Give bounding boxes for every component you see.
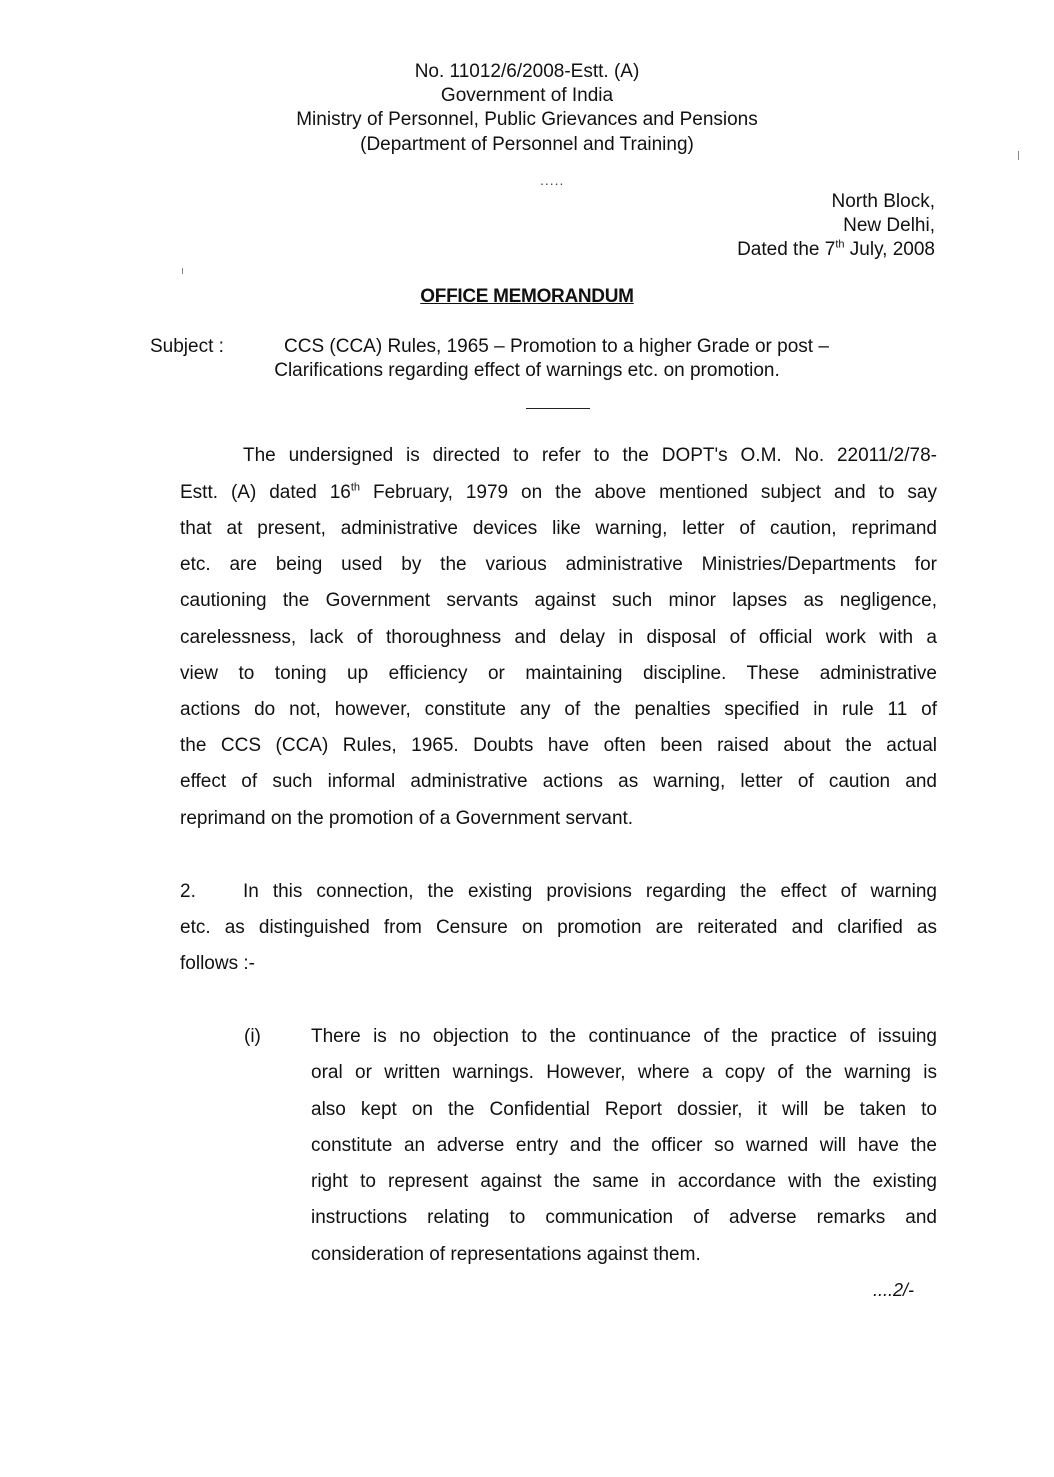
para1-line: cautioning the Government servants against such minor lapses as negligence,	[180, 590, 937, 611]
para1-line: reprimand on the promotion of a Government servant.	[180, 808, 634, 829]
para1-line: the CCS (CCA) Rules, 1965. Doubts have often been raised about the actual	[180, 735, 937, 756]
memo-title: OFFICE MEMORANDUM	[420, 286, 634, 307]
government-name: Government of India	[440, 85, 614, 106]
subject-divider	[526, 408, 590, 409]
para1-line: that at present, administrative devices like warning, letter of caution, reprimand	[180, 518, 937, 539]
para1-line: etc. are being used by the various administrative Ministries/Departments for	[180, 554, 937, 575]
address-line-2: New Delhi,	[843, 215, 935, 236]
scan-speck	[182, 268, 183, 274]
clause-line: instructions relating to communication of adverse remarks and	[311, 1207, 937, 1228]
header-separator: .....	[540, 172, 565, 188]
subject-line-1: CCS (CCA) Rules, 1965 – Promotion to a higher Grade or post –	[284, 336, 829, 357]
para1-line: carelessness, lack of thoroughness and delay in disposal of official work with a	[180, 627, 937, 648]
para1-line: Estt. (A) dated 16th February, 1979 on the above mentioned subject and to say	[180, 481, 938, 503]
subject-label: Subject :	[150, 336, 224, 357]
para1-line: view to toning up efficiency or maintaining discipline. These administrative	[180, 663, 937, 684]
clause-line: right to represent against the same in accordance with the existing	[311, 1171, 937, 1192]
page-continuation: ....2/-	[873, 1280, 915, 1300]
clause-line: constitute an adverse entry and the officer so warned will have the	[311, 1135, 937, 1156]
para2-line: etc. as distinguished from Censure on promotion are reiterated and clarified as	[180, 917, 937, 938]
file-number: No. 11012/6/2008-Estt. (A)	[414, 61, 640, 82]
scan-speck	[1018, 151, 1019, 160]
subject-line-2: Clarifications regarding effect of warnings etc. on promotion.	[274, 360, 780, 381]
para1-line: effect of such informal administrative actions as warning, letter of caution and	[180, 771, 937, 792]
date-line	[737, 238, 935, 262]
clause-line: also kept on the Confidential Report dossier, it will be taken to	[311, 1099, 937, 1120]
clause-line: oral or written warnings. However, where a copy of the warning is	[311, 1062, 937, 1083]
ministry-name: Ministry of Personnel, Public Grievances and Pensions	[296, 109, 758, 130]
clause-line: consideration of representations against them.	[311, 1244, 701, 1265]
date-prefix: Dated the 7	[737, 239, 836, 260]
para2-line: follows :-	[180, 953, 255, 974]
para2-number: 2.	[180, 881, 196, 902]
para1-line: actions do not, however, constitute any of the penalties specified in rule 11 of	[180, 699, 937, 720]
para1-line: The undersigned is directed to refer to the DOPT's O.M. No. 22011/2/78-	[243, 445, 937, 466]
address-line-1: North Block,	[831, 191, 935, 212]
clause-marker: (i)	[244, 1026, 261, 1047]
para2-line: In this connection, the existing provisions regarding the effect of warning	[243, 881, 937, 902]
date-sup: th	[835, 238, 845, 251]
department-name: (Department of Personnel and Training)	[360, 134, 694, 155]
clause-line: There is no objection to the continuance of the practice of issuing	[311, 1026, 937, 1047]
date-suffix: July, 2008	[844, 239, 935, 260]
